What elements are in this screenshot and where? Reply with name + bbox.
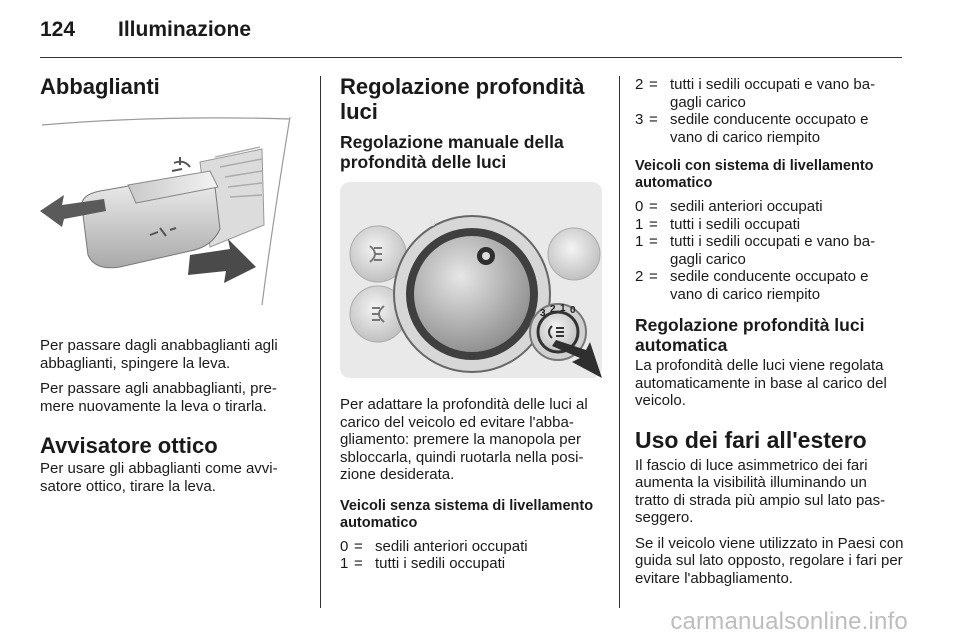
sun-icon	[477, 247, 495, 265]
subheading-senza-livellamento: Veicoli senza sistema di livellamento automatico	[340, 497, 594, 531]
dial-zero-label: 0	[430, 218, 436, 229]
list-item: 1 = tutti i sedili occupati	[340, 555, 506, 572]
column-1	[40, 74, 302, 503]
dial-level-0: 0	[570, 305, 576, 316]
list-item: 3 = sedile conducente occupato e vano di carico riempito	[635, 111, 869, 146]
list-item: 0 = sedili anteriori occupati	[635, 198, 823, 215]
heading-avvisatore: Avvisatore ottico	[40, 433, 218, 458]
heading-abbaglianti: Abbaglianti	[40, 74, 160, 99]
list-item: 2 = sedile conducente occupato e vano di carico riempito	[635, 268, 869, 303]
page-header	[40, 18, 251, 42]
watermark: carmanualsonline.info	[670, 608, 908, 635]
lever-illustration	[40, 107, 302, 307]
column-divider-1	[320, 76, 321, 608]
page-number: 124	[40, 18, 76, 41]
dial-illustration	[340, 182, 604, 378]
dial-level-2: 2	[550, 304, 556, 315]
column-divider-2	[619, 76, 620, 608]
subheading-manuale: Regolazione manuale della profondità delle luci	[340, 132, 564, 172]
heading-regolazione-automatica: Regolazione profondità luci automatica	[635, 315, 865, 355]
paragraph: Per passare dagli anabbaglianti agli abbaglianti, spingere la leva.	[40, 337, 278, 372]
list-item: 0 = sedili anteriori occupati	[340, 537, 528, 555]
dial-level-3: 3	[540, 308, 546, 319]
list-item: 1 = tutti i sedili occupati e vano ba-gagli carico	[635, 233, 876, 268]
column-2	[340, 74, 604, 573]
paragraph: Per adattare la profondità delle luci al carico del veicolo ed evitare l'abba-gliamento: premere la manopola per sbloccarla, quindi ruotarla nella posi-zione desiderata.	[340, 396, 588, 483]
dial-level-1: 1	[560, 303, 566, 314]
list-item: 1 = tutti i sedili occupati	[635, 215, 801, 233]
heading-fari-estero: Uso dei fari all'estero	[635, 426, 867, 453]
paragraph: Per usare gli abbaglianti come avvi-satore ottico, tirare la leva.	[40, 460, 278, 495]
heading-regolazione: Regolazione profondità luci	[340, 74, 585, 124]
column-3	[635, 76, 905, 595]
paragraph: Il fascio di luce asimmetrico dei fari aumenta la visibilità illuminando un tratto di strada più ampio sul lato pas-seggero.	[635, 456, 886, 526]
chapter-title: Illuminazione	[118, 18, 252, 41]
list-item: 2 = tutti i sedili occupati e vano ba-gagli carico	[635, 76, 876, 111]
header-rule	[40, 57, 902, 58]
paragraph: Per passare agli anabbaglianti, pre-mere nuovamente la leva o tirarla.	[40, 380, 277, 415]
paragraph: Se il veicolo viene utilizzato in Paesi con guida sul lato opposto, regolare i fari per evitare l'abbagliamento.	[635, 534, 904, 587]
paragraph: La profondità delle luci viene regolata automaticamente in base al carico del veicolo.	[635, 357, 887, 409]
subheading-con-livellamento: Veicoli con sistema di livellamento automatico	[635, 158, 874, 191]
